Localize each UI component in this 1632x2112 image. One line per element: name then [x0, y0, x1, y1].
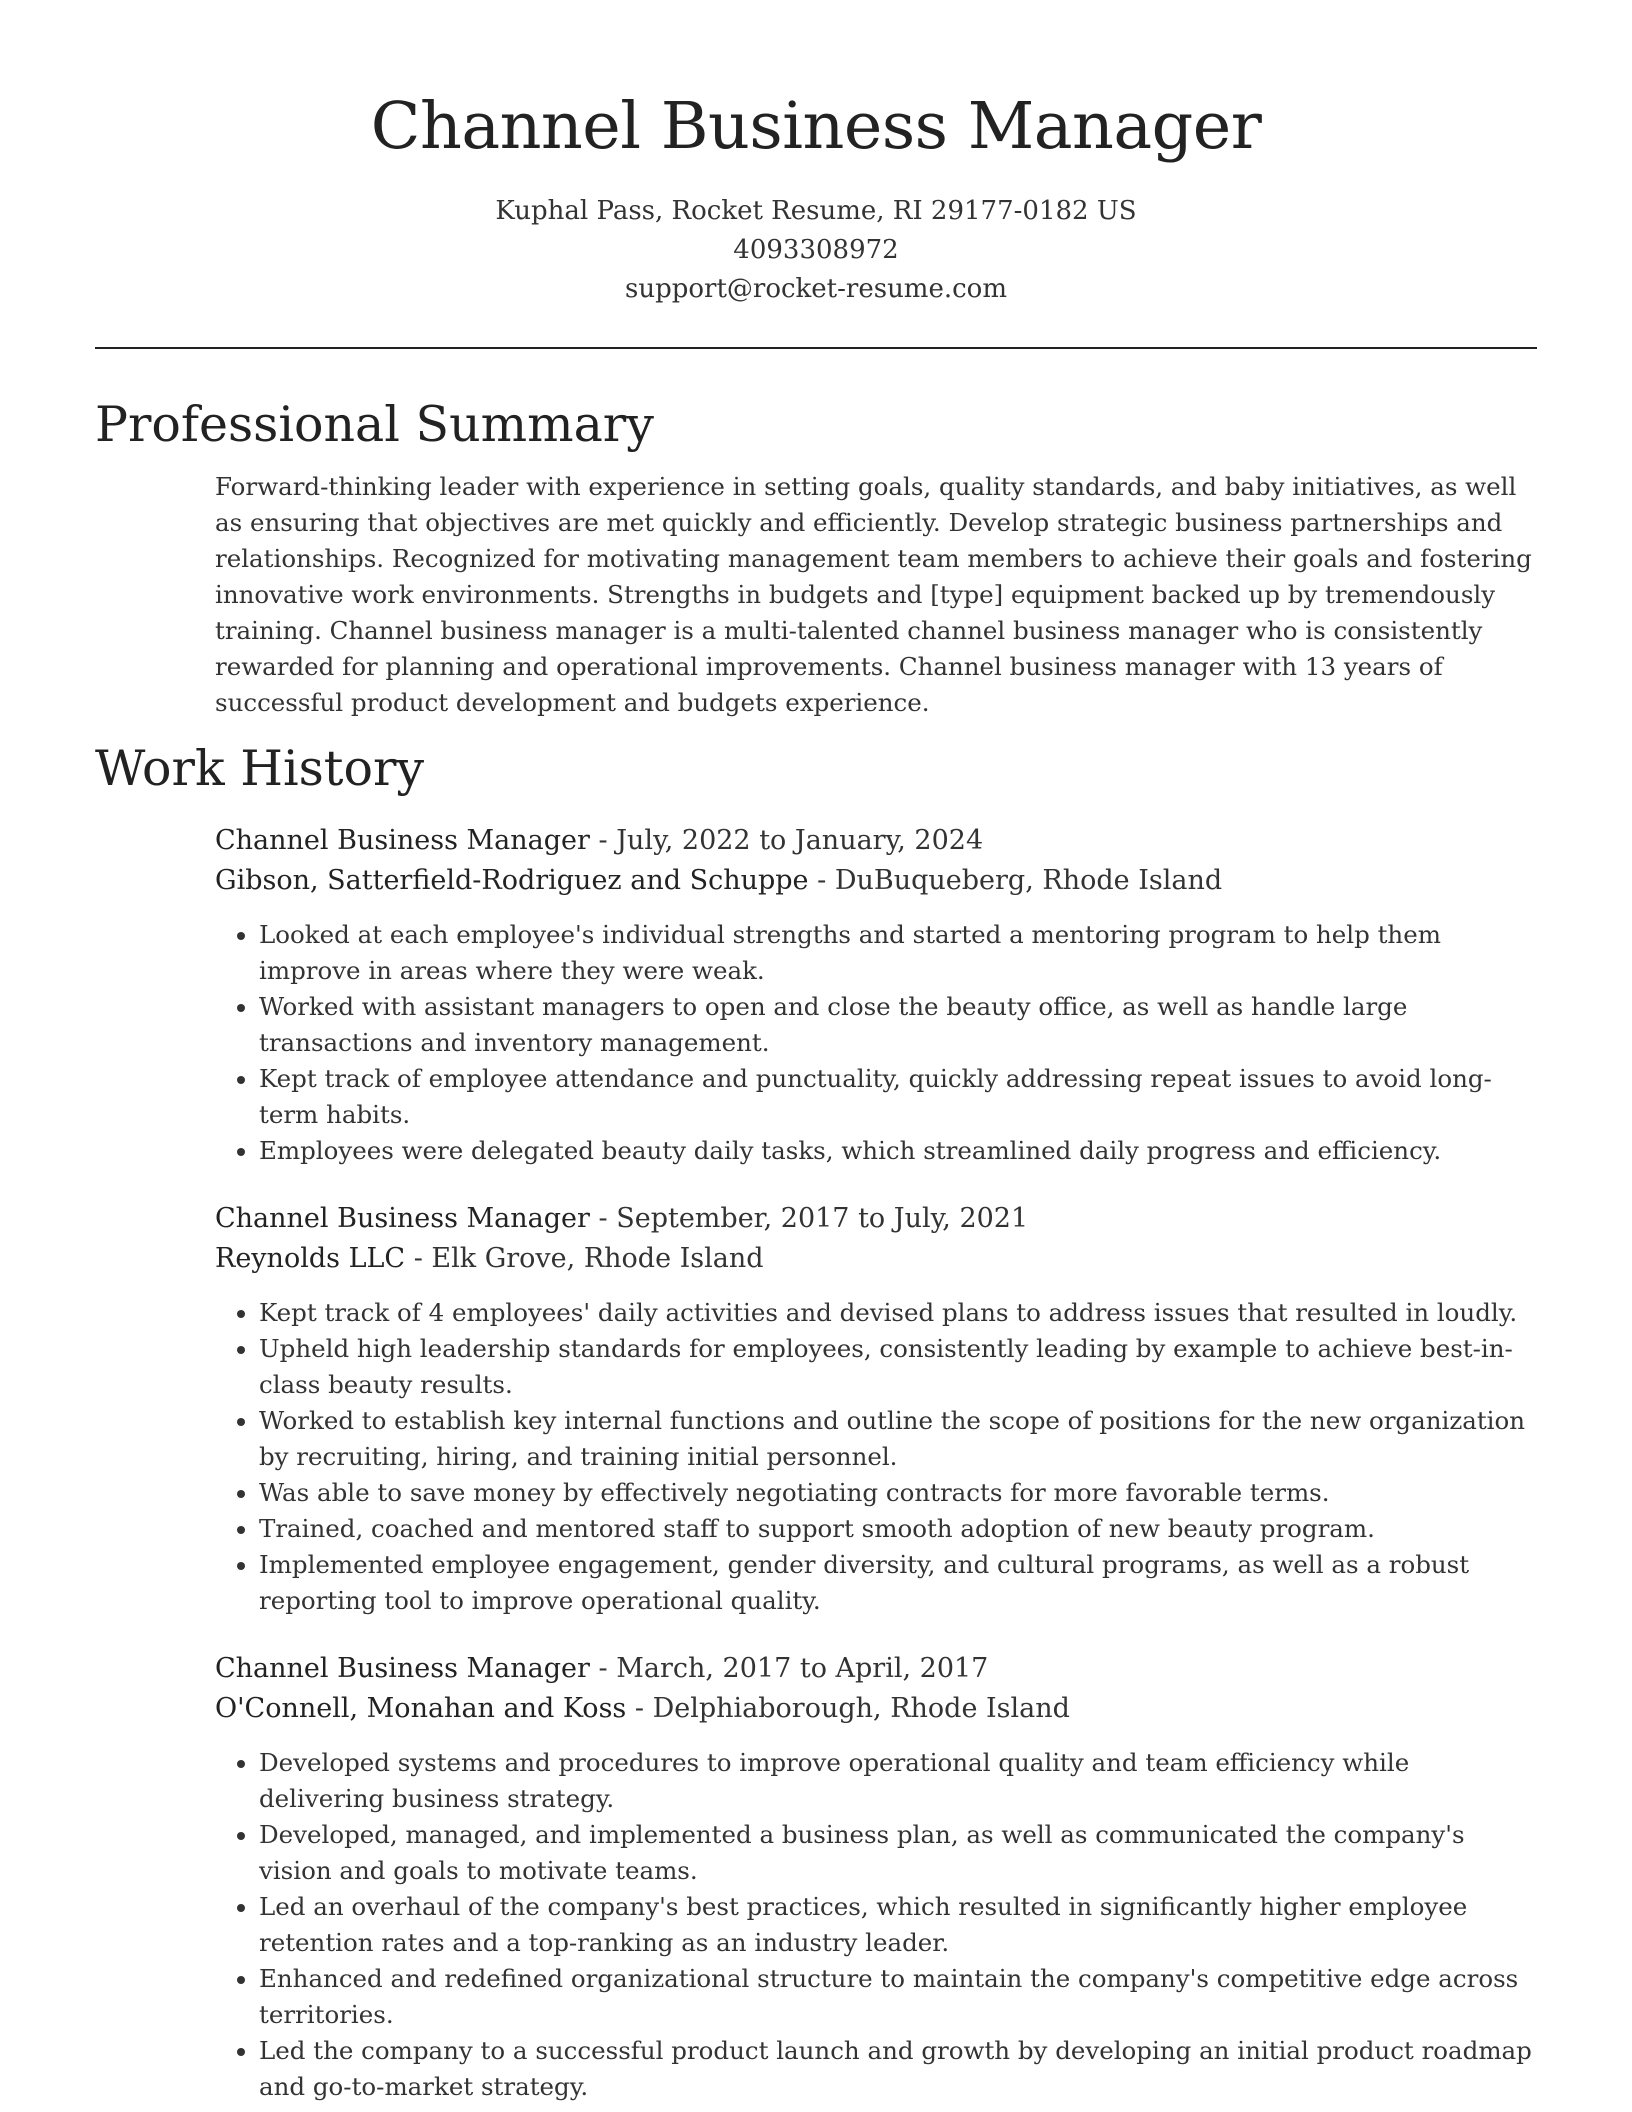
job-entry	[215, 821, 1537, 1169]
job-separator: -	[598, 1653, 617, 1684]
job-company-line	[215, 1239, 1537, 1279]
job-bullet: • Trained, coached and mentored staff to support smooth adoption of new beauty program.	[259, 1511, 1537, 1547]
job-role-line	[215, 1199, 1537, 1239]
job-dates: September, 2017 to July, 2021	[616, 1203, 1029, 1234]
job-bullet: • Implemented employee engagement, gender diversity, and cultural programs, as well as a robust reporting tool to improve operational quality.	[259, 1547, 1537, 1619]
summary-heading: Professional Summary	[95, 396, 654, 453]
job-bullet: • Kept track of 4 employees' daily activities and devised plans to address issues that resulted in loudly.	[259, 1295, 1537, 1331]
job-separator: -	[598, 825, 617, 856]
job-location: Delphiaborough, Rhode Island	[652, 1693, 1070, 1724]
address: Kuphal Pass, Rocket Resume, RI 29177-0182 US	[495, 196, 1137, 226]
job-separator: -	[413, 1243, 432, 1274]
job-role: Channel Business Manager	[215, 825, 590, 856]
job-bullet: • Developed, managed, and implemented a business plan, as well as communicated the company's vision and goals to motivate teams.	[259, 1817, 1537, 1889]
job-bullet: • Led the company to a successful product launch and growth by developing an initial product roadmap and go-to-market strategy.	[259, 2033, 1537, 2105]
job-role: Channel Business Manager	[215, 1203, 590, 1234]
job-company: Reynolds LLC	[215, 1243, 406, 1274]
job-bullet: • Led an overhaul of the company's best practices, which resulted in significantly higher employee retention rates and a top-ranking as an industry leader.	[259, 1889, 1537, 1961]
job-dates: March, 2017 to April, 2017	[616, 1653, 989, 1684]
header-divider	[95, 347, 1537, 349]
job-role: Channel Business Manager	[215, 1653, 590, 1684]
contact-info	[95, 192, 1537, 309]
job-dates: July, 2022 to January, 2024	[616, 825, 984, 856]
job-entry	[215, 1199, 1537, 1619]
job-location: Elk Grove, Rhode Island	[431, 1243, 764, 1274]
phone-number: 4093308972	[733, 235, 899, 265]
job-bullet: • Enhanced and redefined organizational structure to maintain the company's competitive edge across territories.	[259, 1961, 1537, 2033]
job-company-line	[215, 861, 1537, 901]
job-bullet-list	[215, 1745, 1537, 2105]
work-history-heading: Work History	[95, 740, 425, 797]
work-history-list	[215, 821, 1537, 2105]
email-address: support@rocket-resume.com	[624, 274, 1007, 304]
resume-header	[95, 0, 1537, 309]
summary-paragraph: Forward-thinking leader with experience in setting goals, quality standards, and baby initiatives, as well as ensuring that objectives are met quickly and efficiently. Develop strategic business partnerships and relationships. Recognized for motivating management team members to achieve their goals and fostering innovative work environments. Strengths in budgets and [type] equipment backed up by tremendously training. Channel business manager is a multi-talented channel business manager who is consistently rewarded for planning and operational improvements. Channel business manager with 13 years of successful product development and budgets experience.	[215, 472, 1532, 717]
job-bullet: • Worked with assistant managers to open and close the beauty office, as well as handle large transactions and inventory management.	[259, 989, 1537, 1061]
candidate-name: Channel Business Manager	[370, 89, 1262, 164]
job-bullet: • Employees were delegated beauty daily tasks, which streamlined daily progress and efficiency.	[259, 1133, 1537, 1169]
job-company: Gibson, Satterfield-Rodriguez and Schuppe	[215, 865, 809, 896]
job-separator: -	[817, 865, 835, 896]
job-location: DuBuqueberg, Rhode Island	[834, 865, 1223, 896]
job-role-line	[215, 821, 1537, 861]
job-bullet: • Upheld high leadership standards for employees, consistently leading by example to achieve best-in-class beauty results.	[259, 1331, 1537, 1403]
job-bullet: • Developed systems and procedures to improve operational quality and team efficiency while delivering business strategy.	[259, 1745, 1537, 1817]
job-bullet-list	[215, 1295, 1537, 1619]
job-bullet: • Kept track of employee attendance and punctuality, quickly addressing repeat issues to avoid long-term habits.	[259, 1061, 1537, 1133]
job-role-line	[215, 1649, 1537, 1689]
job-bullet: • Looked at each employee's individual strengths and started a mentoring program to help them improve in areas where they were weak.	[259, 917, 1537, 989]
job-bullet-list	[215, 917, 1537, 1169]
job-bullet: • Was able to save money by effectively negotiating contracts for more favorable terms.	[259, 1475, 1537, 1511]
job-bullet: • Worked to establish key internal functions and outline the scope of positions for the new organization by recruiting, hiring, and training initial personnel.	[259, 1403, 1537, 1475]
job-company: O'Connell, Monahan and Koss	[215, 1693, 627, 1724]
job-separator: -	[598, 1203, 617, 1234]
job-separator: -	[634, 1693, 653, 1724]
job-entry	[215, 1649, 1537, 2105]
job-company-line	[215, 1689, 1537, 1729]
